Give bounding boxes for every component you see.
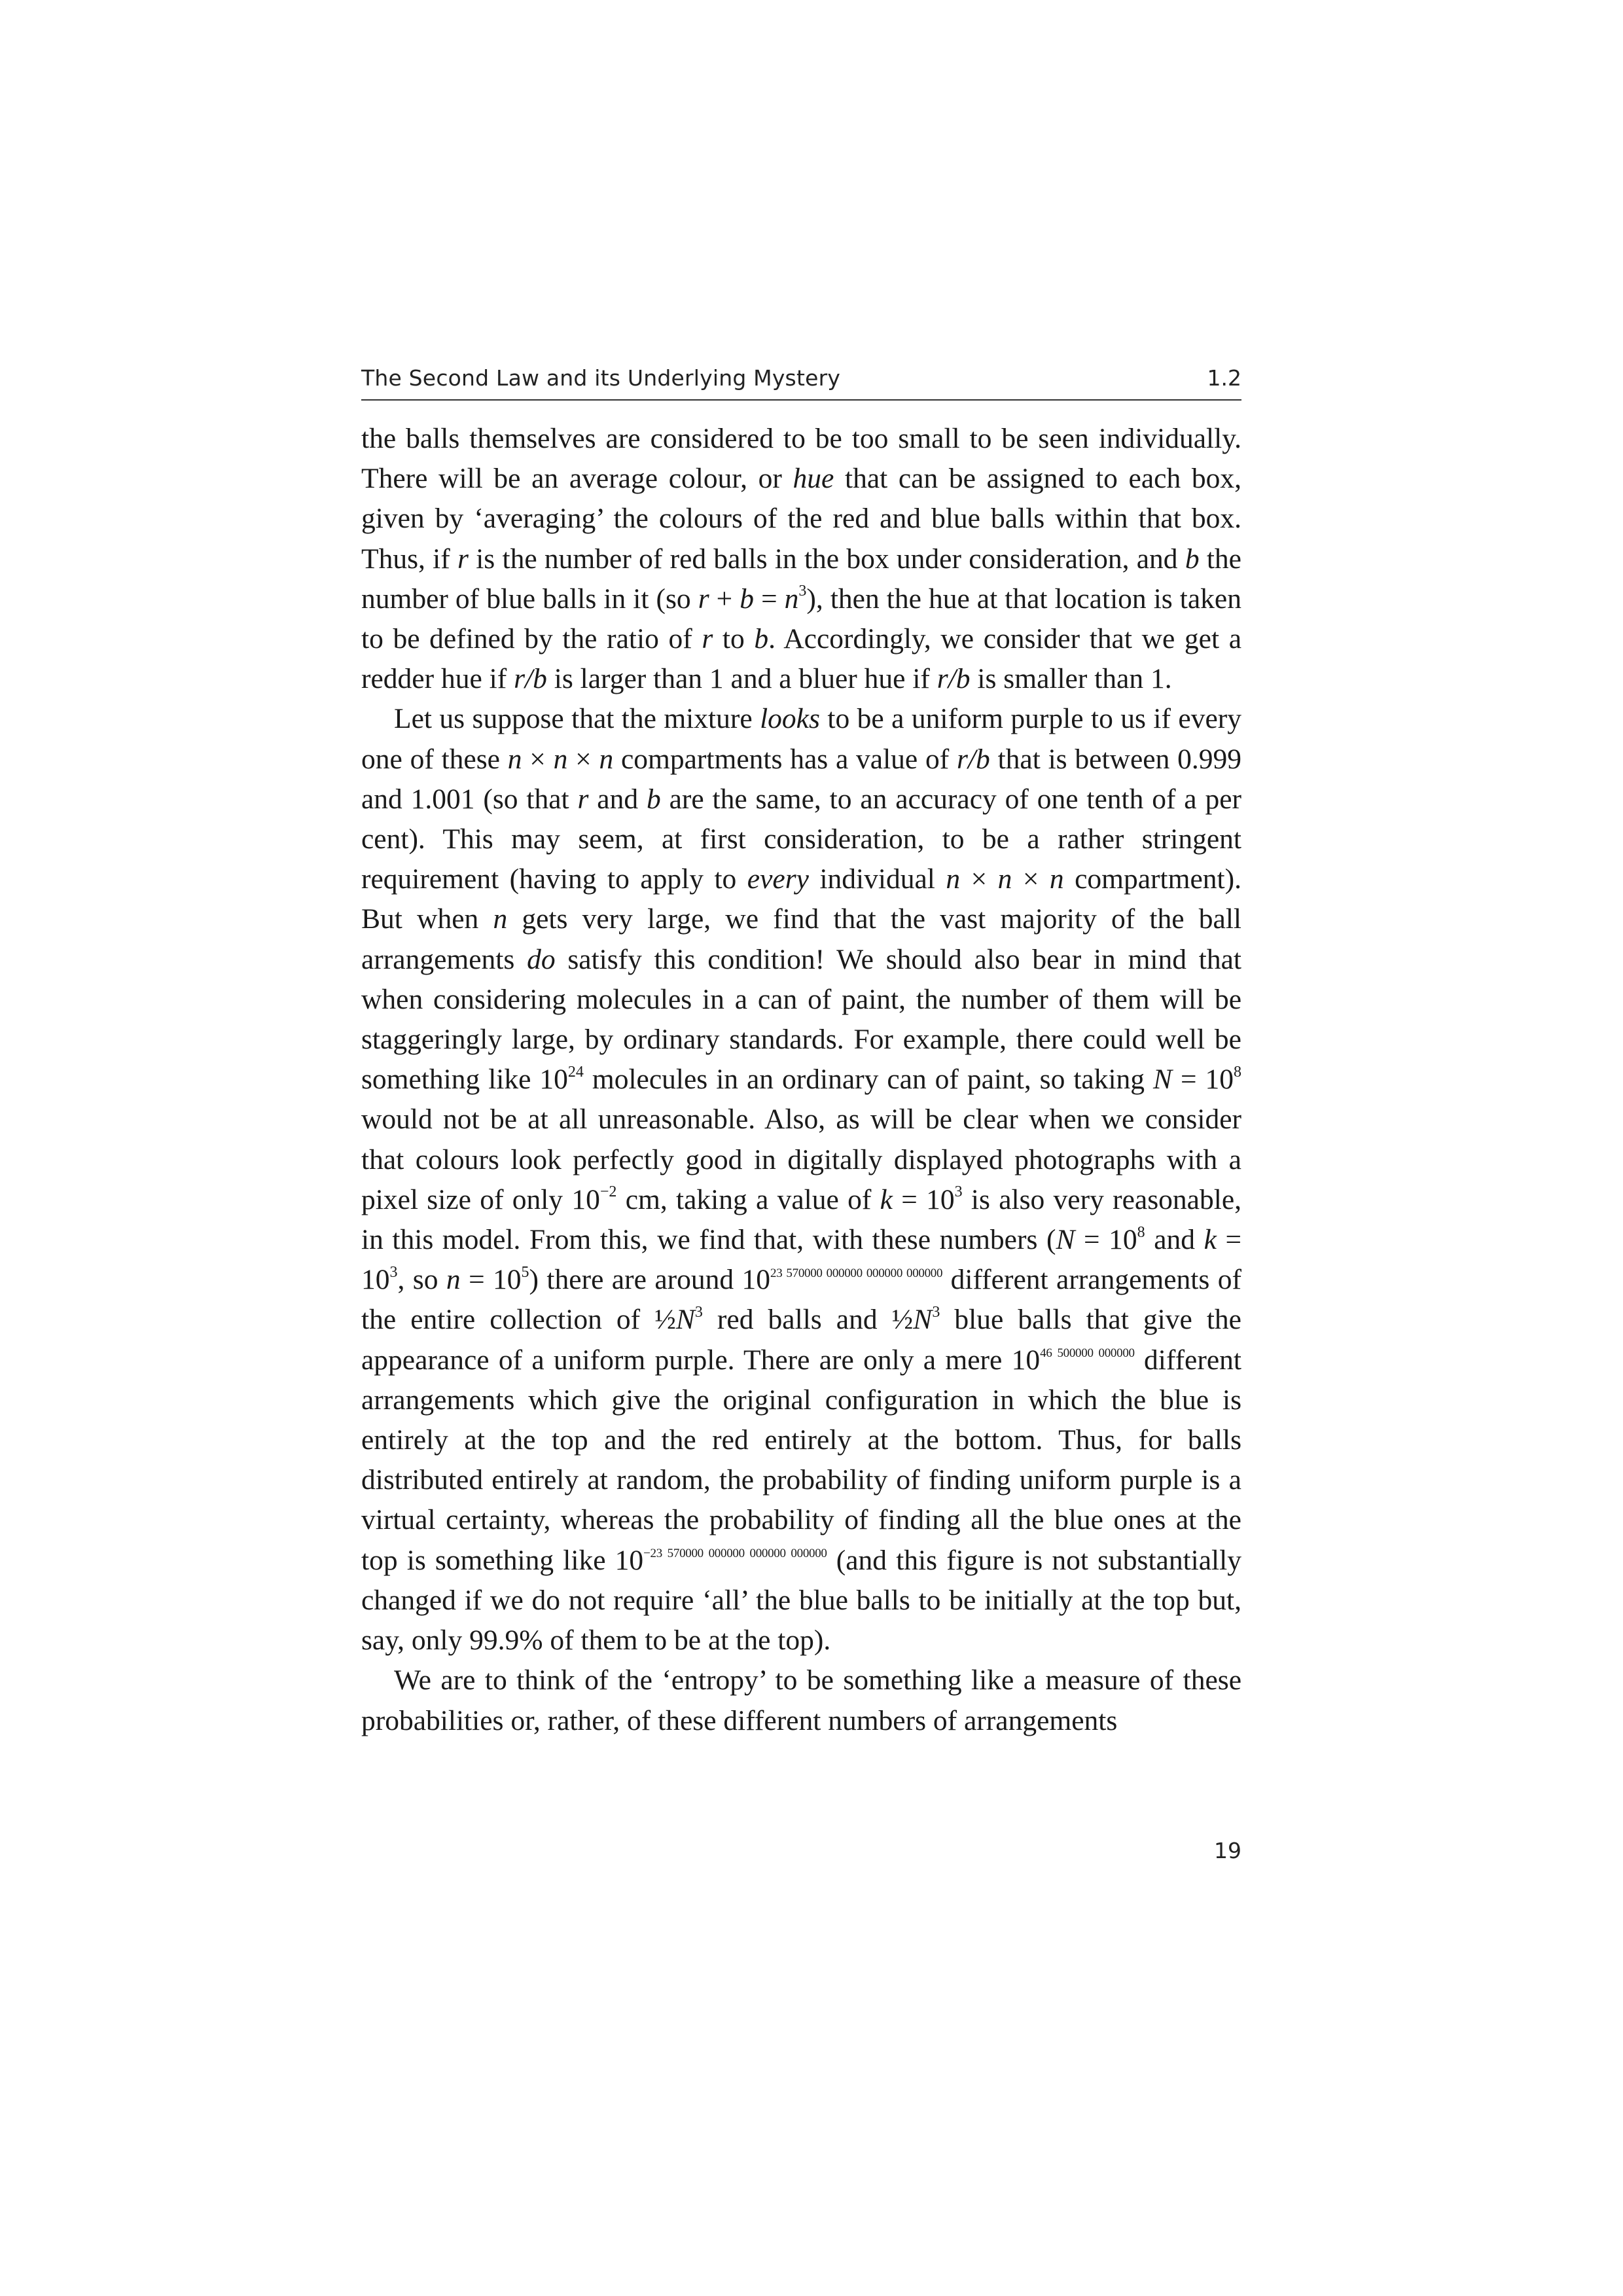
superscript: −23 570000 000000 000000 000000 bbox=[643, 1547, 827, 1561]
text-run: individual bbox=[808, 863, 946, 895]
text-run: . Accordingly, we consider that we get a redder hue if bbox=[361, 623, 1241, 695]
italic-text: b bbox=[740, 583, 755, 615]
text-run: red balls and ½ bbox=[702, 1304, 914, 1336]
text-run: × bbox=[567, 743, 599, 775]
text-run: is larger than 1 and a bluer hue if bbox=[546, 663, 937, 695]
text-run: to be a uniform purple to us if every one of these bbox=[361, 703, 1241, 775]
paragraph bbox=[361, 1660, 1241, 1740]
superscript: 3 bbox=[798, 583, 807, 600]
italic-text: r bbox=[457, 543, 469, 575]
text-run: , so bbox=[397, 1264, 446, 1296]
italic-text: n bbox=[507, 743, 522, 775]
text-run: the balls themselves are considered to be too small to be seen individually. There will be an average colour, or bbox=[361, 423, 1241, 495]
text-run: = bbox=[754, 583, 785, 615]
text-run: is smaller than 1. bbox=[970, 663, 1172, 695]
text-run: × bbox=[522, 743, 554, 775]
text-run: different arrangements of the entire collection of ½ bbox=[361, 1264, 1241, 1336]
body-text bbox=[361, 419, 1241, 1741]
italic-text: b bbox=[1185, 543, 1200, 575]
italic-text: n bbox=[784, 583, 799, 615]
italic-text: every bbox=[747, 863, 809, 895]
italic-text: n bbox=[997, 863, 1012, 895]
italic-text: n bbox=[446, 1264, 461, 1296]
text-run: = 10 bbox=[1075, 1224, 1137, 1256]
superscript: 5 bbox=[521, 1263, 529, 1281]
text-run: that can be assigned to each box, given by ‘averaging’ the colours of the red and blue balls within that box. Thus, if bbox=[361, 463, 1242, 575]
superscript: 3 bbox=[932, 1303, 940, 1321]
italic-text: b bbox=[754, 623, 769, 655]
text-run: gets very large, we find that the vast majority of the ball arrangements bbox=[361, 903, 1241, 975]
text-run: = 10 bbox=[361, 1224, 1241, 1296]
superscript: 46 500000 000000 bbox=[1040, 1346, 1135, 1361]
superscript: 3 bbox=[389, 1263, 398, 1281]
italic-text: N bbox=[913, 1304, 933, 1336]
text-run: different arrangements which give the original configuration in which the blue is entirely at the top and the red entirely at the bottom. Thus, for balls distributed entirely at random, the probability of finding uniform purple is a virtual certainty, whereas the probability of finding all the blue ones at the top is something like 10 bbox=[361, 1344, 1241, 1576]
running-head bbox=[361, 365, 1241, 401]
superscript: 3 bbox=[694, 1303, 703, 1321]
italic-text: b bbox=[646, 783, 661, 815]
page-number: 19 bbox=[1214, 1838, 1241, 1863]
book-page bbox=[361, 365, 1242, 1863]
superscript: 23 570000 000000 000000 000000 bbox=[770, 1266, 943, 1280]
text-run: cm, taking a value of bbox=[616, 1183, 880, 1215]
text-run: and bbox=[588, 783, 647, 815]
superscript: 24 bbox=[567, 1063, 584, 1081]
text-run: molecules in an ordinary can of paint, so taking bbox=[583, 1064, 1154, 1096]
text-run: would not be at all unreasonable. Also, as will be clear when we consider that colours look perfectly good in digitally displayed photographs with a pixel size of only 10 bbox=[361, 1103, 1241, 1215]
text-run: compartments has a value of bbox=[613, 743, 957, 775]
text-run: and bbox=[1145, 1224, 1204, 1256]
superscript: 3 bbox=[954, 1183, 963, 1201]
italic-text: N bbox=[1056, 1224, 1075, 1256]
text-run: ), then the hue at that location is taken to be defined by the ratio of bbox=[361, 583, 1241, 655]
text-run: is also very reasonable, in this model. From this, we find that, with these numbers ( bbox=[361, 1183, 1241, 1256]
italic-text: r/b bbox=[957, 743, 990, 775]
italic-text: do bbox=[527, 943, 556, 975]
text-run: = 10 bbox=[1172, 1064, 1234, 1096]
italic-text: k bbox=[1204, 1224, 1217, 1256]
italic-text: r/b bbox=[514, 663, 547, 695]
italic-text: r/b bbox=[936, 663, 971, 695]
italic-text: N bbox=[675, 1304, 695, 1336]
italic-text: N bbox=[1153, 1064, 1173, 1096]
text-run: that is between 0.999 and 1.001 (so that bbox=[361, 743, 1241, 815]
text-run: × bbox=[960, 863, 998, 895]
italic-text: n bbox=[553, 743, 568, 775]
text-run: We are to think of the ‘entropy’ to be something like a measure of these probabilities or, rather, of these different numbers of arrangements bbox=[361, 1664, 1241, 1736]
text-run: = 10 bbox=[892, 1183, 955, 1215]
superscript: −2 bbox=[599, 1183, 617, 1201]
text-run: + bbox=[709, 583, 740, 615]
italic-text: r bbox=[577, 783, 589, 815]
italic-text: n bbox=[493, 903, 508, 935]
italic-text: looks bbox=[760, 703, 820, 735]
italic-text: r bbox=[698, 583, 709, 615]
paragraph bbox=[361, 419, 1241, 699]
text-run: (and this figure is not substantially changed if we do not require ‘all’ the blue balls to be initially at the top but, say, only 99.9% of them to be at the top). bbox=[361, 1544, 1241, 1657]
paragraph bbox=[361, 699, 1241, 1660]
superscript: 8 bbox=[1234, 1063, 1241, 1081]
text-run: × bbox=[1012, 863, 1050, 895]
text-run: the number of blue balls in it (so bbox=[361, 543, 1241, 615]
running-head-section-number: 1.2 bbox=[1207, 365, 1241, 391]
italic-text: k bbox=[880, 1183, 893, 1215]
text-run: ) there are around 10 bbox=[529, 1264, 771, 1296]
italic-text: n bbox=[946, 863, 961, 895]
italic-text: r bbox=[702, 623, 713, 655]
running-head-title: The Second Law and its Underlying Mystery bbox=[361, 365, 841, 391]
text-run: is the number of red balls in the box under consideration, and bbox=[468, 543, 1185, 575]
text-run: satisfy this condition! We should also bear in mind that when considering molecules in a can of paint, the number of them will be staggeringly large, by ordinary standards. For example, there could well be something like 10 bbox=[361, 943, 1241, 1096]
text-run: blue balls that give the appearance of a uniform purple. There are only a mere 10 bbox=[361, 1304, 1241, 1376]
superscript: 8 bbox=[1137, 1223, 1145, 1241]
text-run: are the same, to an accuracy of one tenth of a per cent). This may seem, at first consideration, to be a rather stringent requirement (having to apply to bbox=[361, 783, 1242, 895]
text-run: to bbox=[713, 623, 755, 655]
text-run: Let us suppose that the mixture bbox=[394, 703, 760, 735]
italic-text: hue bbox=[793, 463, 834, 495]
text-run: compartment). But when bbox=[361, 863, 1241, 935]
italic-text: n bbox=[599, 743, 614, 775]
text-run: = 10 bbox=[460, 1264, 522, 1296]
italic-text: n bbox=[1049, 863, 1064, 895]
